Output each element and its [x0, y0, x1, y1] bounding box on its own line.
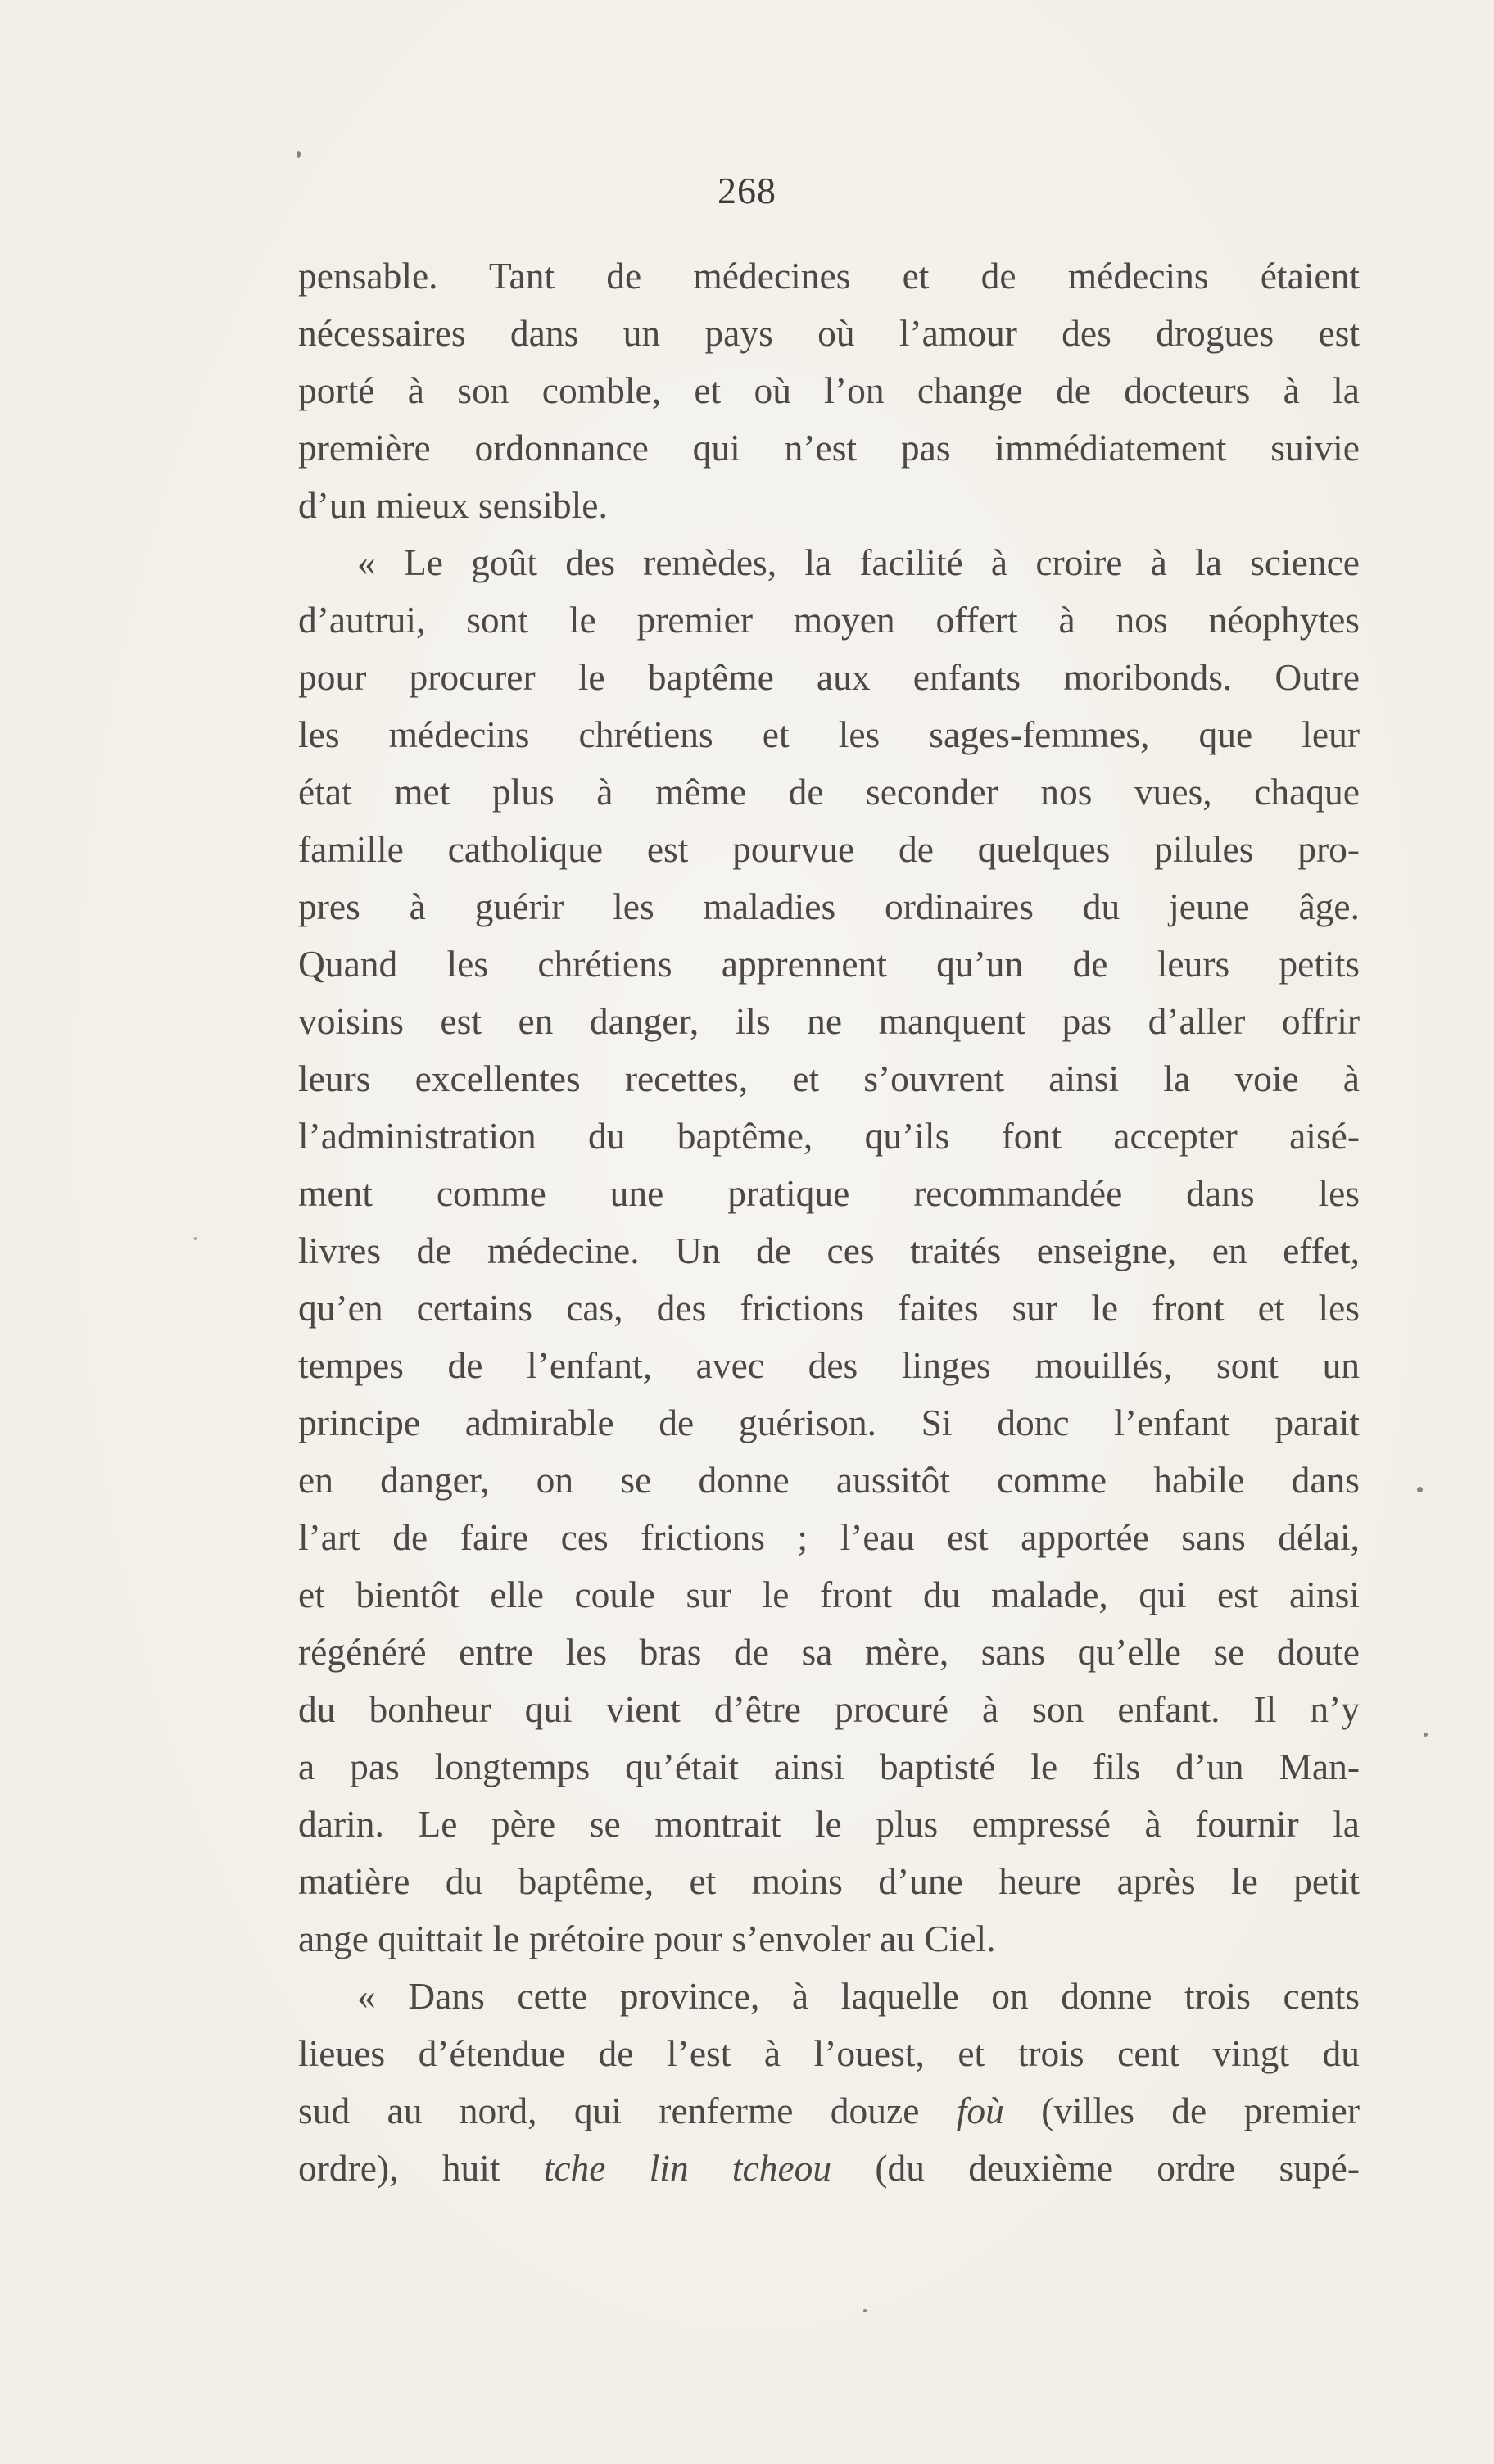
text-line: d’autrui, sont le premier moyen offert à nos néophytes — [298, 599, 1360, 641]
text-line: qu’en certains cas, des frictions faites sur le front et les — [298, 1287, 1360, 1329]
italic-term: foù — [956, 2090, 1004, 2131]
text-line: l’administration du baptême, qu’ils font accepter aisé- — [298, 1115, 1360, 1157]
text-line: nécessaires dans un pays où l’amour des drogues est — [298, 312, 1360, 354]
text-line: en danger, on se donne aussitôt comme habile dans — [298, 1459, 1360, 1501]
text-line: pensable. Tant de médecines et de médecins étaient — [298, 255, 1360, 297]
text-line: du bonheur qui vient d’être procuré à son enfant. Il n’y — [298, 1688, 1360, 1730]
paper-speck — [863, 2309, 867, 2312]
text-line: état met plus à même de seconder nos vues, chaque — [298, 771, 1360, 813]
text-line: ment comme une pratique recommandée dans les — [298, 1172, 1360, 1214]
text-line: Quand les chrétiens apprennent qu’un de leurs petits — [298, 943, 1360, 985]
italic-term: tche lin tcheou — [543, 2147, 832, 2189]
text-segment: ordre), huit — [298, 2147, 544, 2189]
text-line: a pas longtemps qu’était ainsi baptisté le fils d’un Man- — [298, 1746, 1360, 1787]
text-line: principe admirable de guérison. Si donc l’enfant parait — [298, 1402, 1360, 1443]
text-line: « Dans cette province, à laquelle on donne trois cents — [357, 1975, 1360, 2017]
text-line: famille catholique est pourvue de quelques pilules pro- — [298, 828, 1360, 870]
paper-speck — [1417, 1487, 1423, 1492]
text-line: l’art de faire ces frictions ; l’eau est apportée sans délai, — [298, 1516, 1360, 1558]
text-line: porté à son comble, et où l’on change de docteurs à la — [298, 369, 1360, 411]
text-line: leurs excellentes recettes, et s’ouvrent ainsi la voie à — [298, 1058, 1360, 1099]
body-text — [298, 247, 1360, 2197]
paper-speck — [297, 151, 301, 158]
text-line: matière du baptême, et moins d’une heure après le petit — [298, 1860, 1360, 1902]
text-line: les médecins chrétiens et les sages-femmes, que leur — [298, 713, 1360, 755]
paper-speck — [1424, 1732, 1428, 1737]
text-line: voisins est en danger, ils ne manquent pas d’aller offrir — [298, 1000, 1360, 1042]
text-line: pres à guérir les maladies ordinaires du jeune âge. — [298, 886, 1360, 927]
text-line-with-italic — [298, 2082, 1360, 2140]
text-line-with-italic — [298, 2140, 1360, 2197]
text-line: ange quittait le prétoire pour s’envoler au Ciel. — [298, 1918, 996, 1959]
text-line: régénéré entre les bras de sa mère, sans qu’elle se doute — [298, 1631, 1360, 1673]
text-line: darin. Le père se montrait le plus empressé à fournir la — [298, 1803, 1360, 1845]
text-line: livres de médecine. Un de ces traités enseigne, en effet, — [298, 1230, 1360, 1271]
text-segment: (villes de premier — [1003, 2090, 1360, 2131]
text-line: tempes de l’enfant, avec des linges mouillés, sont un — [298, 1344, 1360, 1386]
text-line: pour procurer le baptême aux enfants moribonds. Outre — [298, 656, 1360, 698]
text-line: et bientôt elle coule sur le front du malade, qui est ainsi — [298, 1574, 1360, 1615]
page-number: 268 — [718, 170, 776, 211]
text-segment: (du deuxième ordre supé- — [831, 2147, 1360, 2189]
text-line: lieues d’étendue de l’est à l’ouest, et trois cent vingt du — [298, 2032, 1360, 2074]
text-line: « Le goût des remèdes, la facilité à croire à la science — [357, 541, 1360, 583]
text-line: d’un mieux sensible. — [298, 484, 608, 526]
text-segment: sud au nord, qui renferme douze — [298, 2090, 957, 2131]
paper-speck — [193, 1237, 197, 1240]
text-line: première ordonnance qui n’est pas immédiatement suivie — [298, 427, 1360, 469]
